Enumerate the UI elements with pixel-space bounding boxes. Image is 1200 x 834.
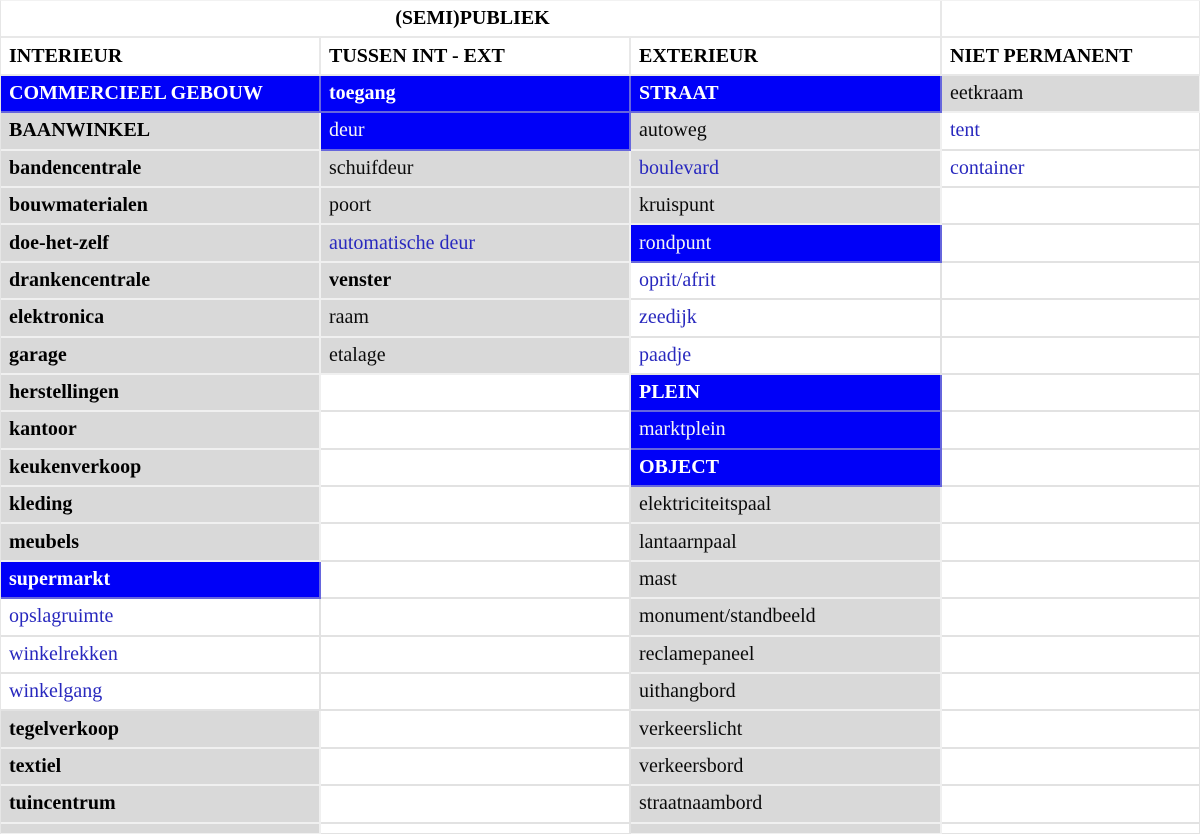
cell-r4-c3[interactable]: kruispunt	[631, 188, 942, 225]
cell-r7-c3[interactable]: zeedijk	[631, 300, 942, 337]
table-row	[1, 487, 1200, 524]
cell-r8-c2[interactable]: etalage	[321, 338, 631, 375]
cell-r17-c1[interactable]: winkelgang	[1, 674, 321, 711]
cell-r5-c2[interactable]: automatische deur	[321, 225, 631, 262]
table-row	[1, 674, 1200, 711]
cell-r8-c3[interactable]: paadje	[631, 338, 942, 375]
cell-r13-c3[interactable]: lantaarnpaal	[631, 524, 942, 561]
cell-r11-c1[interactable]: keukenverkoop	[1, 450, 321, 487]
table-row	[1, 151, 1200, 188]
cell-r12-c2[interactable]	[321, 487, 631, 524]
cell-r16-c1[interactable]: winkelrekken	[1, 637, 321, 674]
group-title: (SEMI)PUBLIEK	[395, 7, 550, 30]
cell-r9-c2[interactable]	[321, 375, 631, 412]
cell-r20-c1[interactable]: tuincentrum	[1, 786, 321, 823]
table-row	[1, 113, 1200, 150]
table-header	[1, 1, 1200, 76]
table-body	[1, 76, 1200, 834]
table-row	[1, 412, 1200, 449]
group-header-empty-cell[interactable]	[942, 1, 1200, 38]
cell-r16-c2[interactable]	[321, 637, 631, 674]
cell-r13-c1[interactable]: meubels	[1, 524, 321, 561]
cell-r6-c1[interactable]: drankencentrale	[1, 263, 321, 300]
table-row	[1, 599, 1200, 636]
table-row	[1, 450, 1200, 487]
table-row	[1, 300, 1200, 337]
table-row	[1, 711, 1200, 748]
cell-r1-c3[interactable]: STRAAT	[631, 76, 942, 113]
cell-r8-c4[interactable]	[942, 338, 1200, 375]
group-header-row	[1, 1, 1200, 38]
table-row	[1, 76, 1200, 113]
cell-r11-c4[interactable]	[942, 450, 1200, 487]
cell-r20-c3[interactable]: straatnaambord	[631, 786, 942, 823]
col-header-exterieur[interactable]: EXTERIEUR	[631, 38, 942, 75]
cell-r6-c2[interactable]: venster	[321, 263, 631, 300]
cell-r20-c2[interactable]	[321, 786, 631, 823]
table-row	[1, 637, 1200, 674]
cell-r14-c1[interactable]: supermarkt	[1, 562, 321, 599]
cell-r5-c3[interactable]: rondpunt	[631, 225, 942, 262]
cell-r17-c3[interactable]: uithangbord	[631, 674, 942, 711]
cell-r12-c1[interactable]: kleding	[1, 487, 321, 524]
cell-r2-c2[interactable]: deur	[321, 113, 631, 150]
cell-r6-c3[interactable]: oprit/afrit	[631, 263, 942, 300]
cell-r3-c1[interactable]: bandencentrale	[1, 151, 321, 188]
table-row	[1, 786, 1200, 823]
cell-r5-c1[interactable]: doe-het-zelf	[1, 225, 321, 262]
cell-r14-c4[interactable]	[942, 562, 1200, 599]
cell-r6-c4[interactable]	[942, 263, 1200, 300]
table-row	[1, 338, 1200, 375]
cell-r16-c3[interactable]: reclamepaneel	[631, 637, 942, 674]
cell-r21-c4[interactable]	[942, 824, 1200, 834]
col-header-tussen-int-ext[interactable]: TUSSEN INT - EXT	[321, 38, 631, 75]
cell-r1-c4[interactable]: eetkraam	[942, 76, 1200, 113]
cell-r13-c2[interactable]	[321, 524, 631, 561]
cell-r9-c4[interactable]	[942, 375, 1200, 412]
cell-r18-c4[interactable]	[942, 711, 1200, 748]
cell-r19-c2[interactable]	[321, 749, 631, 786]
cell-r11-c3[interactable]: OBJECT	[631, 450, 942, 487]
cell-r8-c1[interactable]: garage	[1, 338, 321, 375]
cell-r10-c2[interactable]	[321, 412, 631, 449]
cell-r14-c3[interactable]: mast	[631, 562, 942, 599]
cell-r17-c2[interactable]	[321, 674, 631, 711]
cell-r14-c2[interactable]	[321, 562, 631, 599]
cell-r3-c4[interactable]: container	[942, 151, 1200, 188]
cell-r12-c4[interactable]	[942, 487, 1200, 524]
cell-r21-c3[interactable]	[631, 824, 942, 834]
cell-r19-c4[interactable]	[942, 749, 1200, 786]
cell-r15-c2[interactable]	[321, 599, 631, 636]
cell-r19-c1[interactable]: textiel	[1, 749, 321, 786]
table-row	[1, 524, 1200, 561]
cell-r3-c2[interactable]: schuifdeur	[321, 151, 631, 188]
cell-r15-c3[interactable]: monument/standbeeld	[631, 599, 942, 636]
cell-r16-c4[interactable]	[942, 637, 1200, 674]
cell-r18-c1[interactable]: tegelverkoop	[1, 711, 321, 748]
table-row	[1, 188, 1200, 225]
cell-r10-c4[interactable]	[942, 412, 1200, 449]
cell-r20-c4[interactable]	[942, 786, 1200, 823]
cell-r12-c3[interactable]: elektriciteitspaal	[631, 487, 942, 524]
cell-r13-c4[interactable]	[942, 524, 1200, 561]
column-header-row	[1, 38, 1200, 75]
cell-r18-c2[interactable]	[321, 711, 631, 748]
cell-r2-c3[interactable]: autoweg	[631, 113, 942, 150]
table-row	[1, 824, 1200, 834]
cell-r9-c3[interactable]: PLEIN	[631, 375, 942, 412]
cell-r9-c1[interactable]: herstellingen	[1, 375, 321, 412]
cell-r10-c3[interactable]: marktplein	[631, 412, 942, 449]
cell-r2-c1[interactable]: BAANWINKEL	[1, 113, 321, 150]
cell-r1-c2[interactable]: toegang	[321, 76, 631, 113]
cell-r7-c1[interactable]: elektronica	[1, 300, 321, 337]
col-header-niet-permanent[interactable]: NIET PERMANENT	[942, 38, 1200, 75]
table-row	[1, 562, 1200, 599]
cell-r15-c4[interactable]	[942, 599, 1200, 636]
cell-r18-c3[interactable]: verkeerslicht	[631, 711, 942, 748]
cell-r10-c1[interactable]: kantoor	[1, 412, 321, 449]
cell-r2-c4[interactable]: tent	[942, 113, 1200, 150]
col-header-interieur[interactable]: INTERIEUR	[1, 38, 321, 75]
cell-r7-c4[interactable]	[942, 300, 1200, 337]
cell-r17-c4[interactable]	[942, 674, 1200, 711]
cell-r5-c4[interactable]	[942, 225, 1200, 262]
cell-r15-c1[interactable]: opslagruimte	[1, 599, 321, 636]
group-title-cell[interactable]	[1, 1, 942, 38]
table-row	[1, 263, 1200, 300]
cell-r4-c2[interactable]: poort	[321, 188, 631, 225]
table-row	[1, 225, 1200, 262]
cell-r21-c2[interactable]	[321, 824, 631, 834]
cell-r21-c1[interactable]	[1, 824, 321, 834]
table-row	[1, 749, 1200, 786]
table-row	[1, 375, 1200, 412]
cell-r19-c3[interactable]: verkeersbord	[631, 749, 942, 786]
cell-r4-c1[interactable]: bouwmaterialen	[1, 188, 321, 225]
cell-r1-c1[interactable]: COMMERCIEEL GEBOUW	[1, 76, 321, 113]
cell-r11-c2[interactable]	[321, 450, 631, 487]
cell-r7-c2[interactable]: raam	[321, 300, 631, 337]
cell-r3-c3[interactable]: boulevard	[631, 151, 942, 188]
cell-r4-c4[interactable]	[942, 188, 1200, 225]
